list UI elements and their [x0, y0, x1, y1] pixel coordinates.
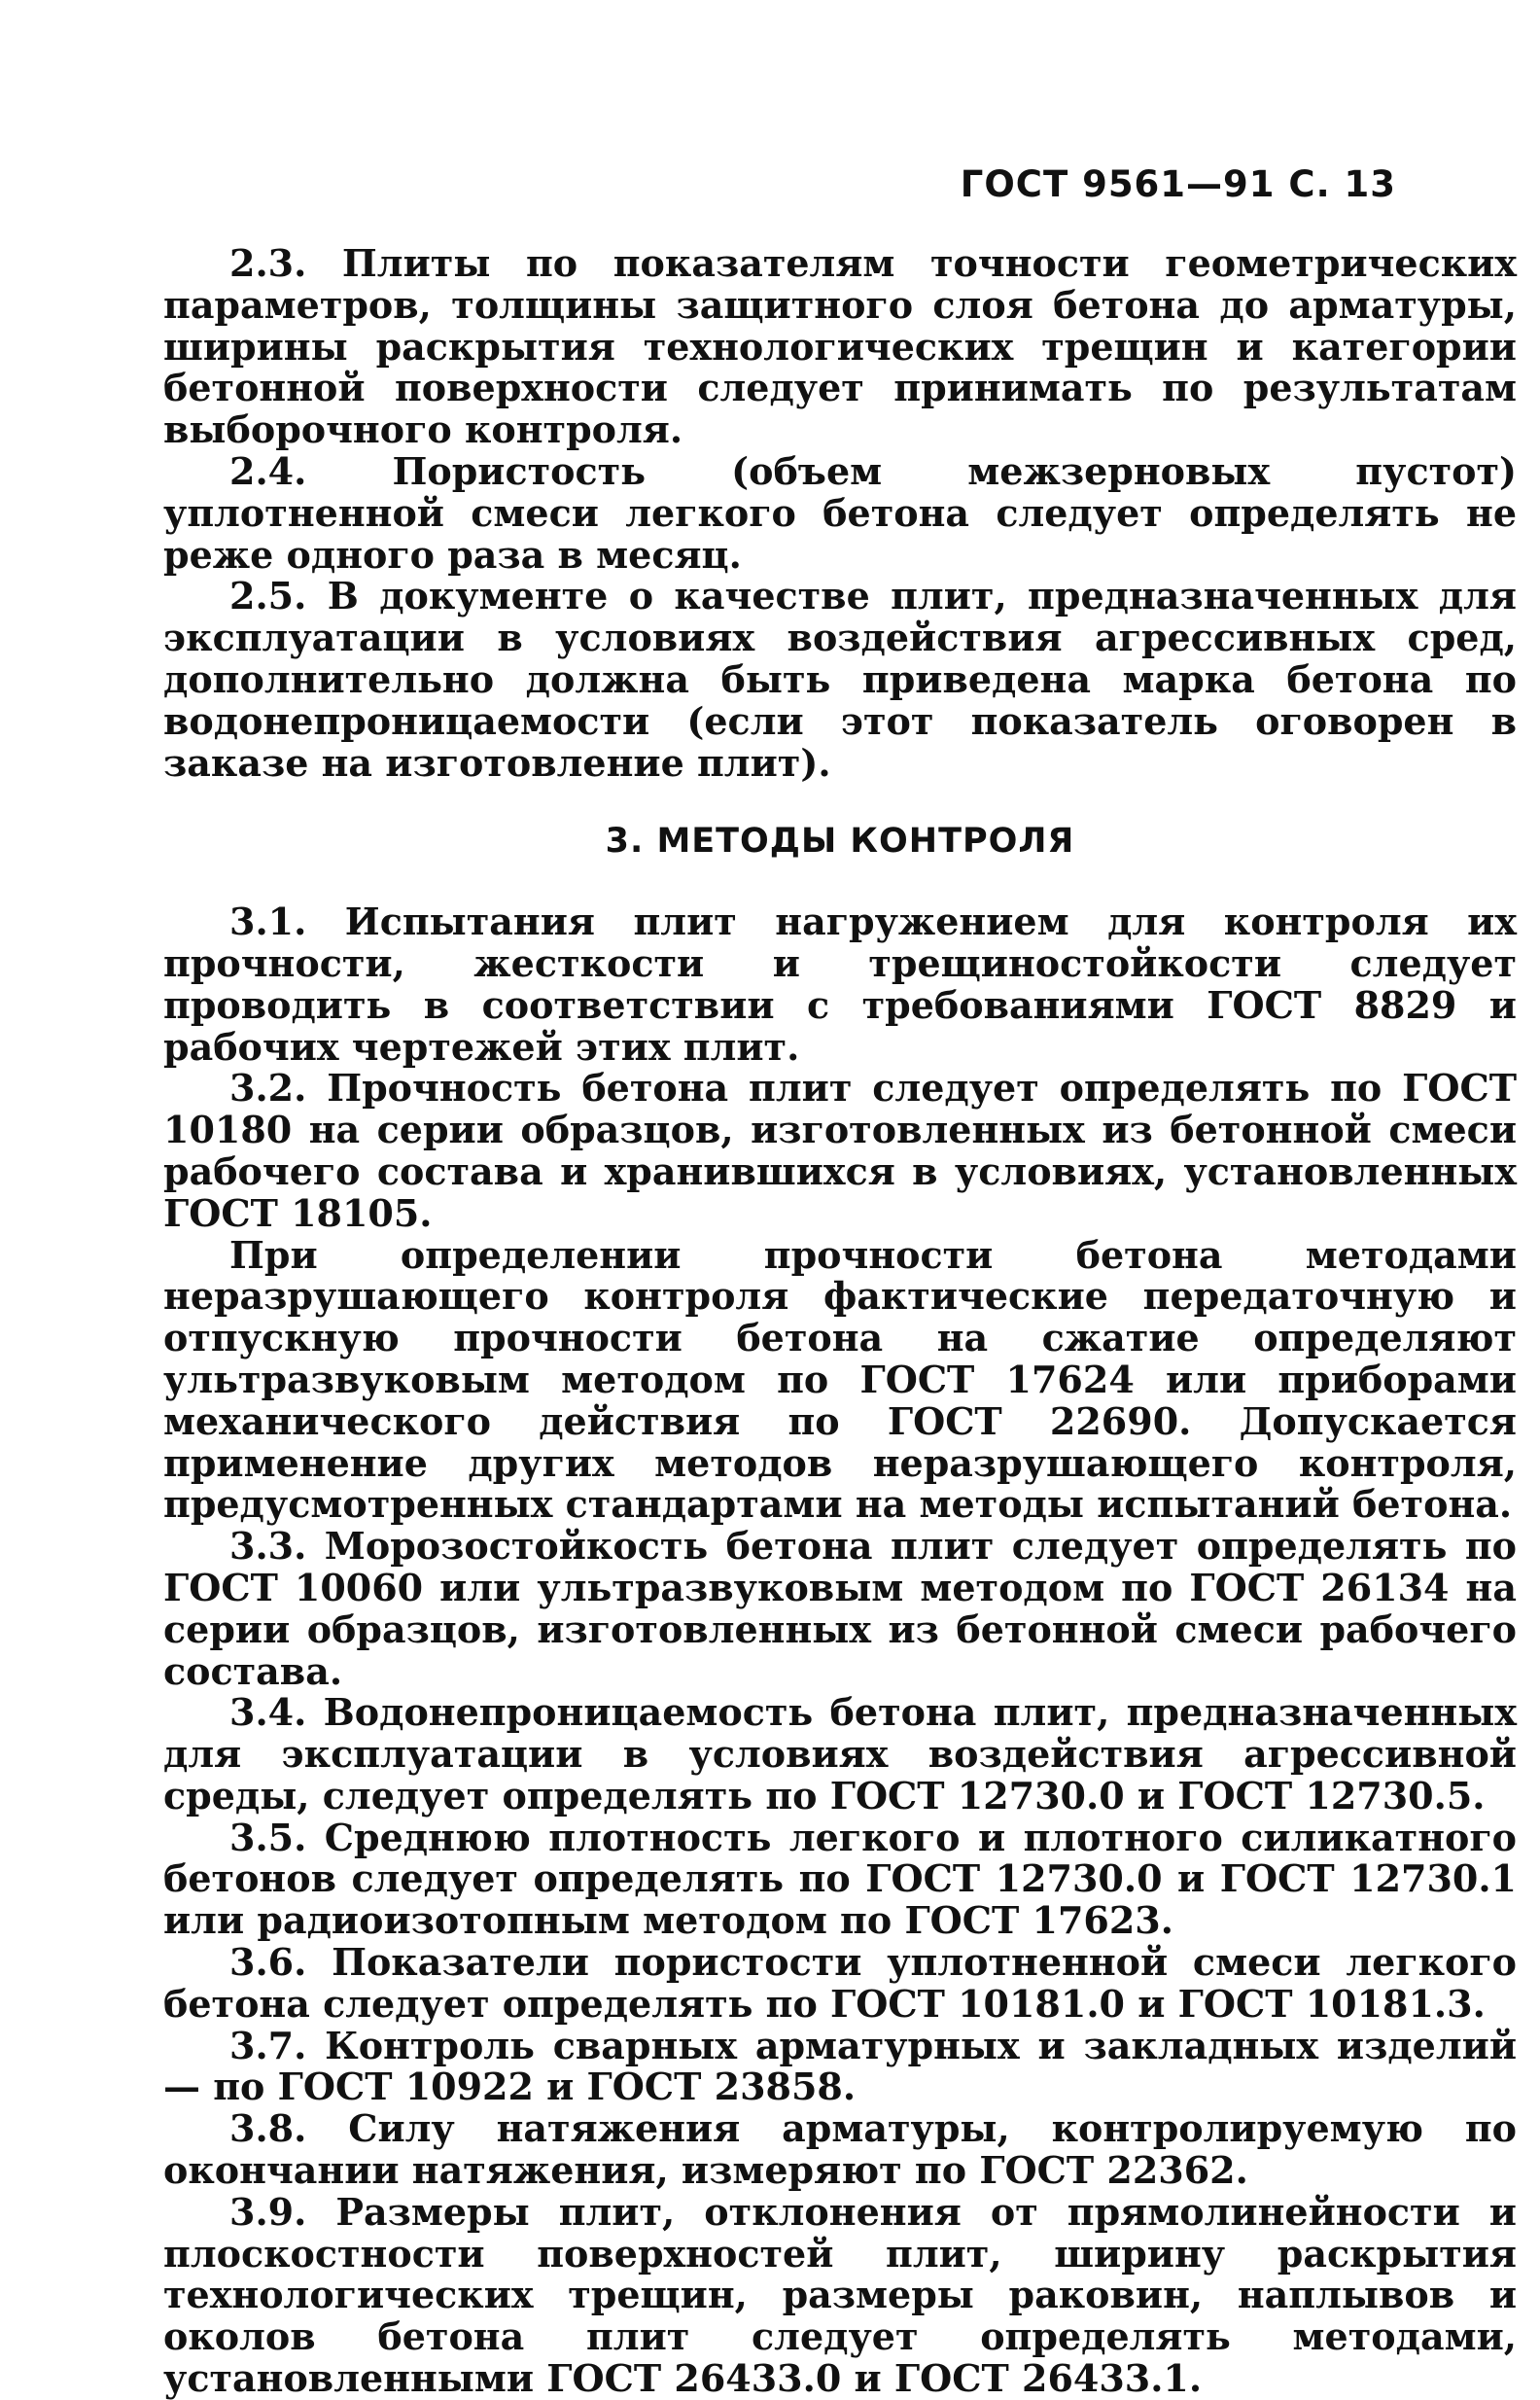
- paragraph-2-5: 2.5. В документе о качестве плит, предназначенных для эксплуатации в условиях воздействия агрессивных сред, дополнительно должна быть приведена марка бетона по водонепроницаемости (если этот показатель оговорен в заказе на изготовление плит).: [163, 574, 1517, 785]
- paragraph-3-3: 3.3. Морозостойкость бетона плит следует определять по ГОСТ 10060 или ультразвуковым методом по ГОСТ 26134 на серии образцов, изготовленных из бетонной смеси рабочего состава.: [163, 1524, 1517, 1693]
- paragraph-3-6: 3.6. Показатели пористости уплотненной смеси легкого бетона следует определять по ГОСТ 10181.0 и ГОСТ 10181.3.: [163, 1940, 1517, 2026]
- paragraph-3-9: 3.9. Размеры плит, отклонения от прямолинейности и плоскостности поверхностей плит, ширину раскрытия технологических трещин, размеры раковин, наплывов и околов бетона плит следует определять методами, установленными ГОСТ 26433.0 и ГОСТ 26433.1.: [163, 2189, 1517, 2400]
- paragraph-3-8: 3.8. Силу натяжения арматуры, контролируемую по окончании натяжения, измеряют по ГОСТ 22362.: [163, 2106, 1517, 2193]
- paragraph-2-4: 2.4. Пористость (объем межзерновых пустот) уплотненной смеси легкого бетона следует определять не реже одного раза в месяц.: [163, 448, 1517, 577]
- paragraph-2-3: 2.3. Плиты по показателям точности геометрических параметров, толщины защитного слоя бетона до арматуры, ширины раскрытия технологических трещин и категории бетонной поверхности следует принимать по результатам выборочного контроля.: [163, 241, 1517, 452]
- paragraph-3-5: 3.5. Среднюю плотность легкого и плотного силикатного бетонов следует определять по ГОСТ 12730.0 и ГОСТ 12730.1 или радиоизотопным методом по ГОСТ 17623.: [163, 1815, 1517, 1943]
- paragraph-3-4: 3.4. Водонепроницаемость бетона плит, предназначенных для эксплуатации в условиях воздействия агрессивной среды, следует определять по ГОСТ 12730.0 и ГОСТ 12730.5.: [163, 1690, 1517, 1818]
- paragraph-3-2-continued: При определении прочности бетона методами неразрушающего контроля фактические передаточную и отпускную прочности бетона на сжатие определяют ультразвуковым методом по ГОСТ 17624 или приборами механического действия по ГОСТ 22690. Допускается применение других методов неразрушающего контроля, предусмотренных стандартами на методы испытаний бетона.: [163, 1232, 1517, 1527]
- document-body: [163, 243, 1517, 2400]
- paragraph-3-2: 3.2. Прочность бетона плит следует определять по ГОСТ 10180 на серии образцов, изготовленных из бетонной смеси рабочего состава и хранившихся в условиях, установленных ГОСТ 18105.: [163, 1066, 1517, 1235]
- paragraph-3-7: 3.7. Контроль сварных арматурных и закладных изделий — по ГОСТ 10922 и ГОСТ 23858.: [163, 2023, 1517, 2109]
- page-header: ГОСТ 9561—91 С. 13: [960, 163, 1396, 205]
- section-title: 3. МЕТОДЫ КОНТРОЛЯ: [605, 822, 1075, 862]
- paragraph-3-1: 3.1. Испытания плит нагружением для контроля их прочности, жесткости и трещиностойкости следует проводить в соответствии с требованиями ГОСТ 8829 и рабочих чертежей этих плит.: [163, 900, 1517, 1069]
